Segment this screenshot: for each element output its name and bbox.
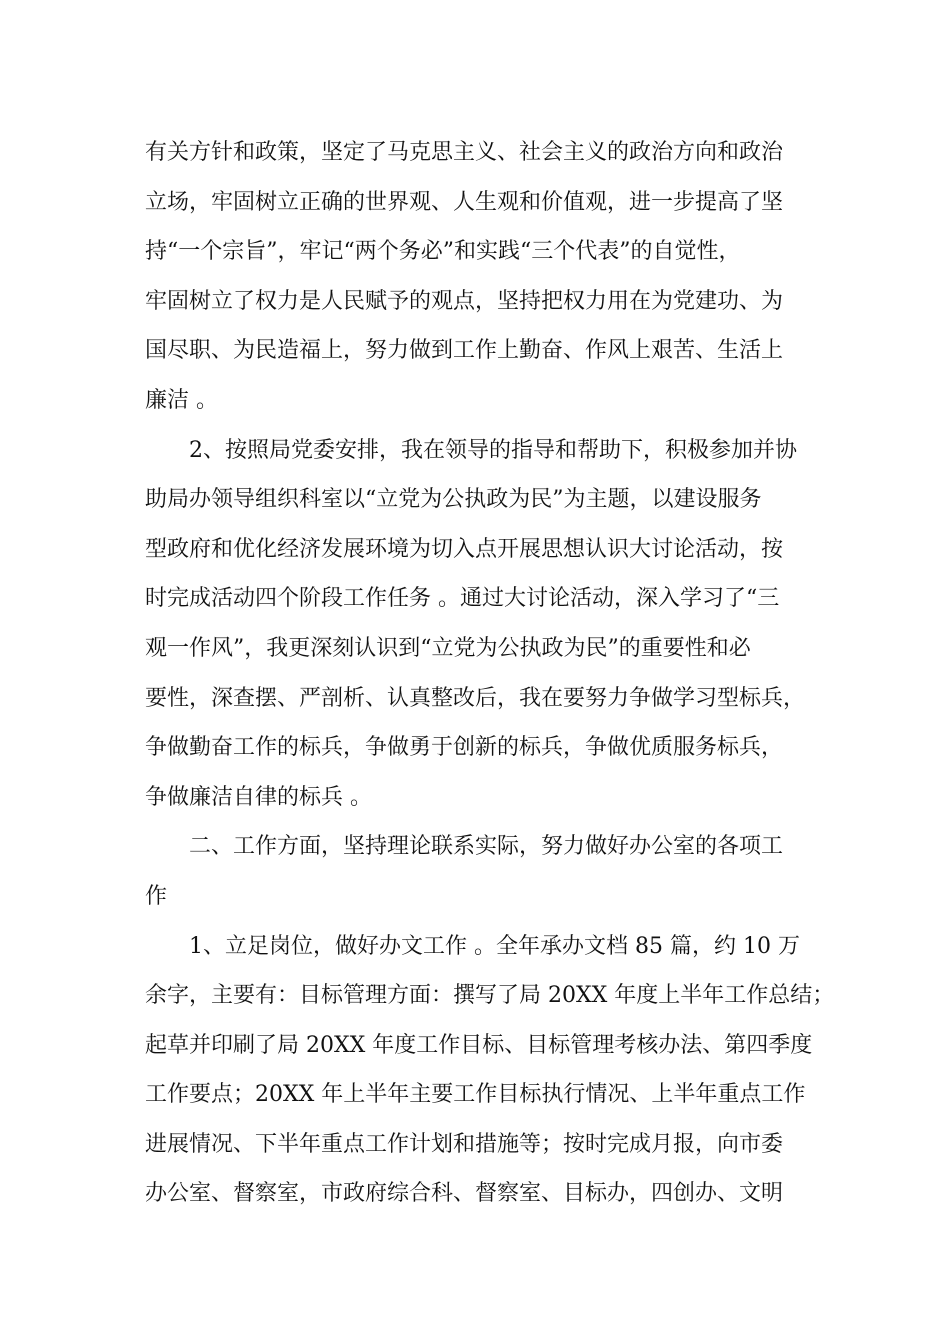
document-body xyxy=(145,128,835,1219)
text-line: 廉洁 。 xyxy=(145,387,218,413)
text-line: 1、立足岗位，做好办文工作 。全年承办文档 85 篇，约 10 万 xyxy=(189,933,800,959)
text-line: 国尽职、为民造福上，努力做到工作上勤奋、作风上艰苦、生活上 xyxy=(145,338,784,364)
text-line: 有关方针和政策，坚定了马克思主义、社会主义的政治方向和政治 xyxy=(145,140,784,165)
text-line: 要性，深查摆、严剖析、认真整改后，我在要努力争做学习型标兵， xyxy=(145,685,806,711)
text-line: 立场，牢固树立正确的世界观、人生观和价值观，进一步提高了坚 xyxy=(145,189,784,215)
text-line: 牢固树立了权力是人民赋予的观点，坚持把权力用在为党建功、为 xyxy=(145,288,784,314)
text-line: 助局办领导组织科室以“立党为公执政为民”为主题，以建设服务 xyxy=(145,487,762,513)
text-line: 观一作风”，我更深刻认识到“立党为公执政为民”的重要性和必 xyxy=(145,635,751,661)
text-line: 办公室、督察室，市政府综合科、督察室、目标办，四创办、文明 xyxy=(145,1181,784,1207)
text-line: 持“一个宗旨”，牢记“两个务必”和实践“三个代表”的自觉性， xyxy=(145,239,741,265)
text-line: 时完成活动四个阶段工作任务 。通过大讨论活动，深入学习了“三 xyxy=(145,586,780,612)
text-line: 二、工作方面，坚持理论联系实际，努力做好办公室的各项工 xyxy=(189,834,784,860)
text-line: 起草并印刷了局 20XX 年度工作目标、目标管理考核办法、第四季度 xyxy=(145,1032,813,1058)
text-line: 争做廉洁自律的标兵 。 xyxy=(145,784,372,810)
text-line: 余字，主要有：目标管理方面：撰写了局 20XX 年度上半年工作总结； xyxy=(145,983,835,1009)
text-line: 工作要点；20XX 年上半年主要工作目标执行情况、上半年重点工作 xyxy=(145,1082,806,1108)
text-line: 争做勤奋工作的标兵，争做勇于创新的标兵，争做优质服务标兵， xyxy=(145,735,784,761)
text-line: 2、按照局党委安排，我在领导的指导和帮助下，积极参加并协 xyxy=(189,437,797,463)
text-line: 型政府和优化经济发展环境为切入点开展思想认识大讨论活动，按 xyxy=(145,536,784,562)
text-line: 作 xyxy=(145,883,168,909)
text-line: 进展情况、下半年重点工作计划和措施等；按时完成月报，向市委 xyxy=(145,1131,784,1157)
